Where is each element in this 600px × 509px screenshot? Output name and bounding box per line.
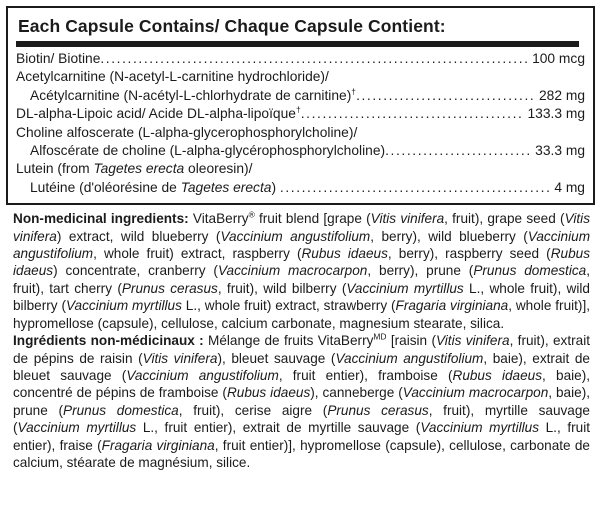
ingredient-name: Lutéine (d'oléorésine de Tagetes erecta) bbox=[30, 179, 280, 195]
ingredient-name: Acétylcarnitine (N-acétyl-L-chlorhydrate de carnitine)† bbox=[30, 86, 357, 103]
ingredient-name: Alfoscérate de choline (L-alpha-glycérophosphorylcholine) bbox=[30, 143, 386, 159]
ingredient-name: Biotin/ Biotine bbox=[16, 51, 101, 66]
ingredient-line bbox=[16, 160, 585, 178]
ingredient-amount: 133.3 mg bbox=[527, 106, 585, 122]
ingredient-amount: 282 mg bbox=[538, 87, 585, 103]
ingredient-name: Lutein (from Tagetes erecta oleoresin)/ bbox=[16, 161, 253, 177]
ingredient-line bbox=[16, 179, 585, 197]
supplement-label-page bbox=[0, 6, 600, 471]
dot-leader bbox=[100, 50, 529, 68]
dot-leader bbox=[301, 105, 525, 123]
ingredient-line bbox=[16, 87, 585, 105]
ingredient-line bbox=[16, 142, 585, 160]
ingredient-amount: 4 mg bbox=[554, 179, 585, 195]
ingredient-name: DL-alpha-Lipoic acid/ Acide DL-alpha-lipoïque† bbox=[16, 104, 301, 122]
ingredient-amount: 100 mcg bbox=[532, 51, 585, 66]
ingredient-line bbox=[16, 105, 585, 123]
dot-leader bbox=[385, 142, 532, 160]
ingredient-row bbox=[16, 50, 585, 68]
dot-leader bbox=[280, 179, 551, 197]
ingredient-row bbox=[16, 160, 585, 197]
non-medicinal-ingredients-en: Non-medicinal ingredients: VitaBerry® fruit blend [grape (Vitis vinifera, fruit), grape seed (Vitis vinifera) extract, wild blueberry (Vaccinium angustifolium, berry), wild blueberry (Vaccinium angustifolium, whole fruit) extract, raspberry (Rubus idaeus, berry), raspberry seed (Rubus idaeus) concentrate, cranberry (Vaccinium macrocarpon, berry), prune (Prunus domestica, fruit), tart cherry (Prunus cerasus, fruit), wild bilberry (Vaccinium myrtillus L., whole fruit), wild bilberry (Vaccinium myrtillus L., whole fruit) extract, strawberry (Fragaria virginiana, whole fruit)], hypromellose (capsule), cellulose, calcium carbonate, magnesium stearate, silica. bbox=[13, 209, 591, 331]
ingredient-line bbox=[16, 68, 585, 86]
ingredient-row bbox=[16, 68, 585, 105]
ingredient-row bbox=[16, 124, 585, 161]
ingredient-line bbox=[16, 50, 585, 68]
non-medicinal-ingredients-fr: Ingrédients non-médicinaux : Mélange de fruits VitaBerry$^{MD}$ [raisin (Vitis vinifera, fruit), extrait de pépins de raisin (Vitis vinifera), bleuet sauvage (Vaccinium angustifolium, baie), extrait de bleuet sauvage (Vaccinium angustifolium, fruit entier), framboise (Rubus idaeus, baie), concentré de pépins de framboise (Rubus idaeus), canneberge (Vaccinium macrocarpon, baie), prune (Prunus domestica, fruit), cerise aigre (Prunus cerasus, fruit), myrtille sauvage (Vaccinium myrtillus L., fruit entier), extrait de myrtille sauvage (Vaccinium myrtillus L., fruit entier), fraise (Fragaria virginiana, fruit entier)], hypromellose (capsule), cellulose, carbonate de calcium, stéarate de magnésium, silice. bbox=[13, 331, 591, 470]
ingredient-name: Acetylcarnitine (N-acetyl-L-carnitine hydrochloride)/ bbox=[16, 69, 329, 85]
panel-title: Each Capsule Contains/ Chaque Capsule Contient: bbox=[18, 16, 446, 36]
non-medicinal-section bbox=[13, 210, 590, 471]
ingredient-amount: 33.3 mg bbox=[535, 143, 585, 159]
ingredient-row bbox=[16, 105, 585, 123]
ingredient-rows bbox=[16, 50, 585, 199]
ingredient-name: Choline alfoscerate (L-alpha-glycerophosphorylcholine)/ bbox=[16, 124, 358, 140]
divider-bar bbox=[16, 41, 579, 47]
dot-leader bbox=[356, 87, 536, 105]
supplement-facts-panel bbox=[6, 6, 595, 205]
ingredient-line bbox=[16, 124, 585, 142]
